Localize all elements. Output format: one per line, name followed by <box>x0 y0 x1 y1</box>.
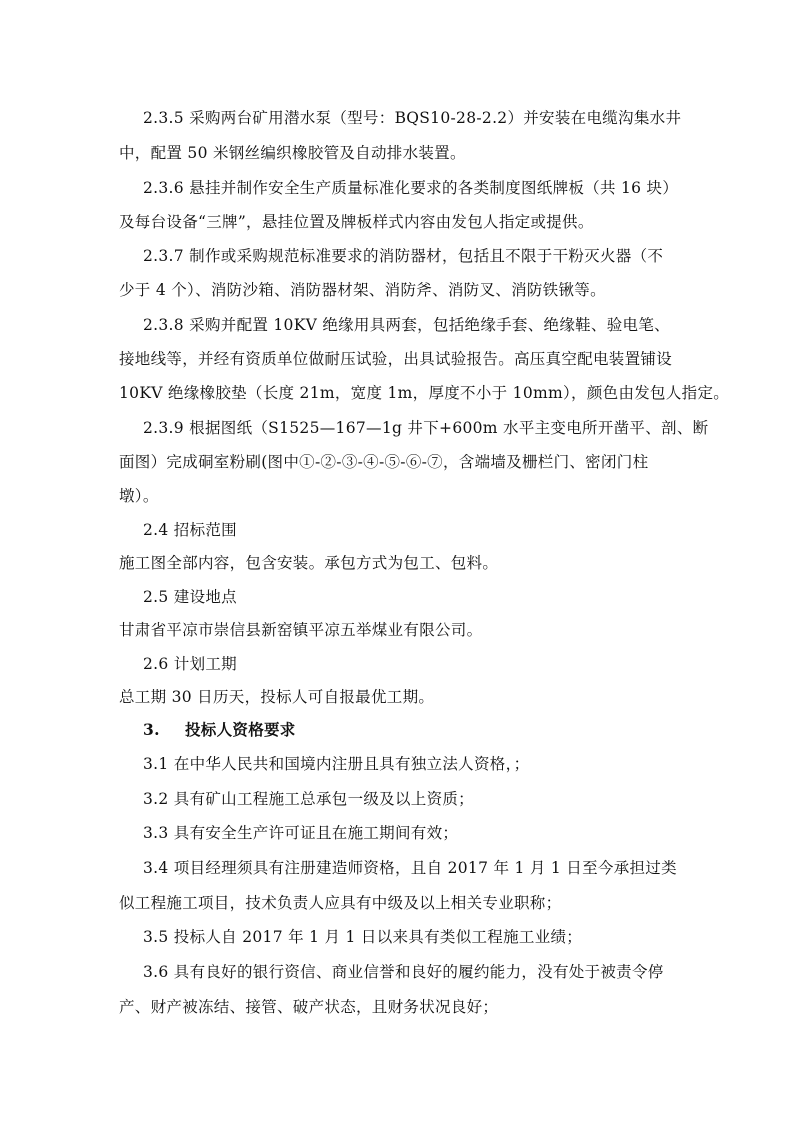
paragraph-2-3-8-line-3: 10KV 绝缘橡胶垫（长度 21m，宽度 1m，厚度不小于 10mm），颜色由发包人指定。 <box>119 384 730 402</box>
paragraph-2-3-6-line-2: 及每台设备“三牌”，悬挂位置及牌板样式内容由发包人指定或提供。 <box>119 213 594 231</box>
item-3-6-line-1: 3.6 具有良好的银行资信、商业信誉和良好的履约能力，没有处于被责令停 <box>143 963 664 981</box>
section-3-title: 投标人资格要求 <box>185 720 296 739</box>
section-2-5-body: 甘肃省平凉市崇信县新窑镇平凉五举煤业有限公司。 <box>119 621 483 639</box>
paragraph-2-3-6-line-1: 2.3.6 悬挂并制作安全生产质量标准化要求的各类制度图纸牌板（共 16 块） <box>143 179 679 197</box>
item-3-3: 3.3 具有安全生产许可证且在施工期间有效； <box>143 824 459 842</box>
item-3-1: 3.1 在中华人民共和国境内注册且具有独立法人资格，； <box>143 755 530 773</box>
paragraph-2-3-7-line-2: 少于 4 个）、消防沙箱、消防器材架、消防斧、消防叉、消防铁锹等。 <box>119 281 606 299</box>
paragraph-2-3-8-line-1: 2.3.8 采购并配置 10KV 绝缘用具两套，包括绝缘手套、绝缘鞋、验电笔、 <box>143 316 670 334</box>
paragraph-2-3-7-line-1: 2.3.7 制作或采购规范标准要求的消防器材，包括且不限于干粉灭火器（不 <box>143 247 664 265</box>
section-2-5-heading: 2.5 建设地点 <box>143 588 237 606</box>
paragraph-2-3-9-line-2: 面图）完成硐室粉刷(图中①-②-③-④-⑤-⑥-⑦，含端墙及栅栏门、密闭门柱 <box>119 453 649 471</box>
paragraph-2-3-9-line-1: 2.3.9 根据图纸（S1525—167—1g 井下+600m 水平主变电所开凿平、剖、断 <box>143 419 709 437</box>
item-3-6-line-2: 产、财产被冻结、接管、破产状态，且财务状况良好； <box>119 998 499 1016</box>
section-2-4-body: 施工图全部内容，包含安装。承包方式为包工、包料。 <box>119 554 499 572</box>
item-3-4-line-1: 3.4 项目经理须具有注册建造师资格，且自 2017 年 1 月 1 日至今承担过类 <box>143 859 677 877</box>
paragraph-2-3-5-line-1: 2.3.5 采购两台矿用潜水泵（型号：BQS10-28-2.2）并安装在电缆沟集水井 <box>143 109 682 127</box>
item-3-4-line-2: 似工程施工项目，技术负责人应具有中级及以上相关专业职称； <box>119 894 562 912</box>
section-2-6-body: 总工期 30 日历天，投标人可自报最优工期。 <box>119 688 435 706</box>
section-2-6-heading: 2.6 计划工期 <box>143 655 237 673</box>
section-3-heading <box>143 720 296 740</box>
item-3-2: 3.2 具有矿山工程施工总承包一级及以上资质； <box>143 790 474 808</box>
paragraph-2-3-9-line-3: 墩）。 <box>119 487 159 505</box>
section-2-4-heading: 2.4 招标范围 <box>143 521 237 539</box>
item-3-5: 3.5 投标人自 2017 年 1 月 1 日以来具有类似工程施工业绩； <box>143 928 583 946</box>
paragraph-2-3-8-line-2: 接地线等，并经有资质单位做耐压试验，出具试验报告。高压真空配电装置铺设 <box>119 350 673 368</box>
paragraph-2-3-5-line-2: 中，配置 50 米钢丝编织橡胶管及自动排水装置。 <box>119 144 466 162</box>
section-3-number: 3. <box>143 720 160 739</box>
